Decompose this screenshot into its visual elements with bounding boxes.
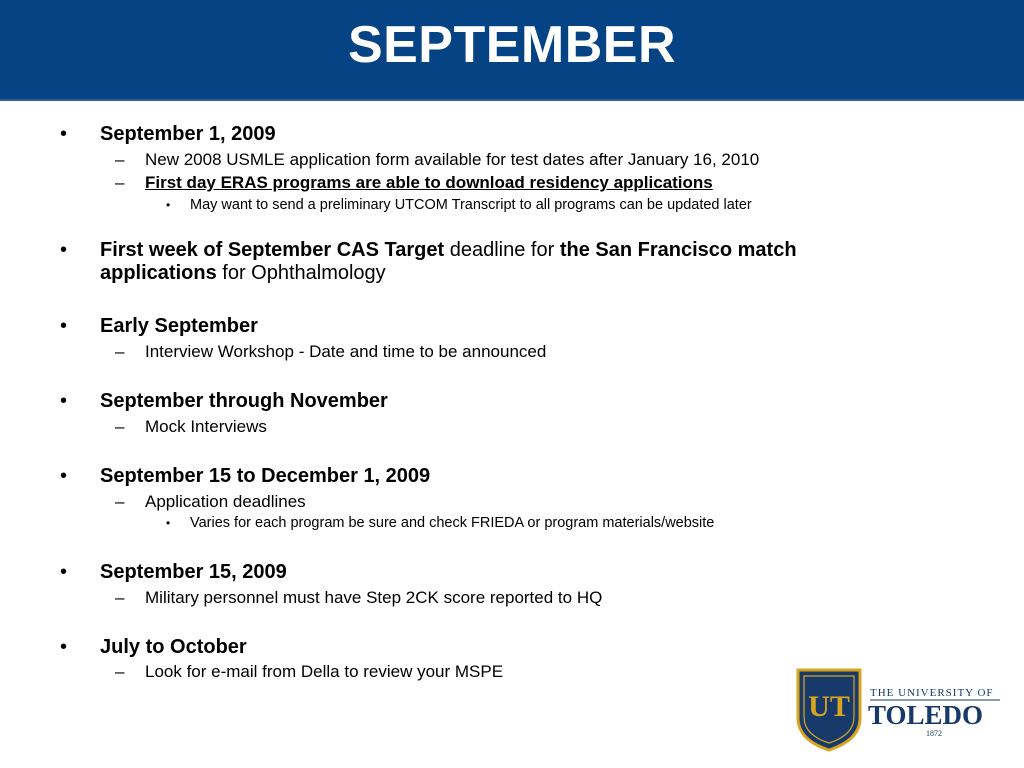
dash-icon: – [115,342,125,361]
bullet-heading: July to October [100,636,247,658]
note-item [166,515,715,532]
sub-item-text: Look for e-mail from Della to review your MSPE [145,662,504,681]
bullet-icon: • [60,636,68,658]
bullet-item [60,465,431,488]
bullet-icon: • [60,239,68,261]
sub-item [115,417,267,437]
note-text: Varies for each program be sure and check FRIEDA or program materials/website [190,515,715,531]
bullet-icon: • [60,390,68,412]
dash-icon: – [115,173,125,192]
bullet-mid-text: deadline for [444,239,560,261]
bullet-rest-text: for Ophthalmology [216,262,386,284]
sub-item-text: Interview Workshop - Date and time to be announced [145,342,547,361]
bullet-icon: • [60,465,68,487]
bullet-heading: September 15, 2009 [100,561,287,583]
sub-item [115,173,713,193]
bullet-heading: September through November [100,390,388,412]
sub-item [115,662,504,682]
sub-item [115,342,547,362]
slide-title: SEPTEMBER [347,16,677,74]
bullet-item [60,636,247,659]
title-bar [0,0,1024,101]
sub-item-text: Mock Interviews [145,417,267,436]
sub-item-text: Military personnel must have Step 2CK score reported to HQ [145,588,603,607]
bullet-icon: • [60,561,68,583]
logo-line-toledo: TOLEDO [868,700,984,730]
bullet-icon: • [166,198,171,212]
logo-year: 1872 [926,729,942,738]
bullet-item [60,315,258,338]
dash-icon: – [115,492,125,511]
note-text: May want to send a preliminary UTCOM Transcript to all programs can be updated later [190,197,752,213]
bullet-item [60,390,388,413]
shield-monogram: UT [808,690,850,723]
bullet-heading: September 15 to December 1, 2009 [100,465,431,487]
dash-icon: – [115,662,125,681]
bullet-icon: • [60,315,68,337]
bullet-bold-text: the San Francisco match [559,239,797,261]
sub-item [115,150,760,170]
dash-icon: – [115,588,125,607]
note-item [166,197,752,214]
sub-item-text: Application deadlines [145,492,306,511]
sub-item-text: New 2008 USMLE application form available for test dates after January 16, 2010 [145,150,760,169]
sub-item-text: First day ERAS programs are able to download residency applications [145,173,713,192]
bullet-item [60,239,797,262]
bullet-heading: September 1, 2009 [100,123,276,145]
bullet-heading: First week of September CAS Target [100,239,445,261]
bullet-item-continuation [100,262,386,285]
logo-line-university: THE UNIVERSITY OF [870,687,994,699]
sub-item [115,588,603,608]
sub-item [115,492,306,512]
dash-icon: – [115,150,125,169]
bullet-item [60,561,287,584]
bullet-icon: • [166,516,171,530]
bullet-bold-text: applications [100,262,217,284]
university-logo [794,666,1004,752]
bullet-item [60,123,276,146]
dash-icon: – [115,417,125,436]
bullet-heading: Early September [100,315,258,337]
bullet-icon: • [60,123,68,145]
